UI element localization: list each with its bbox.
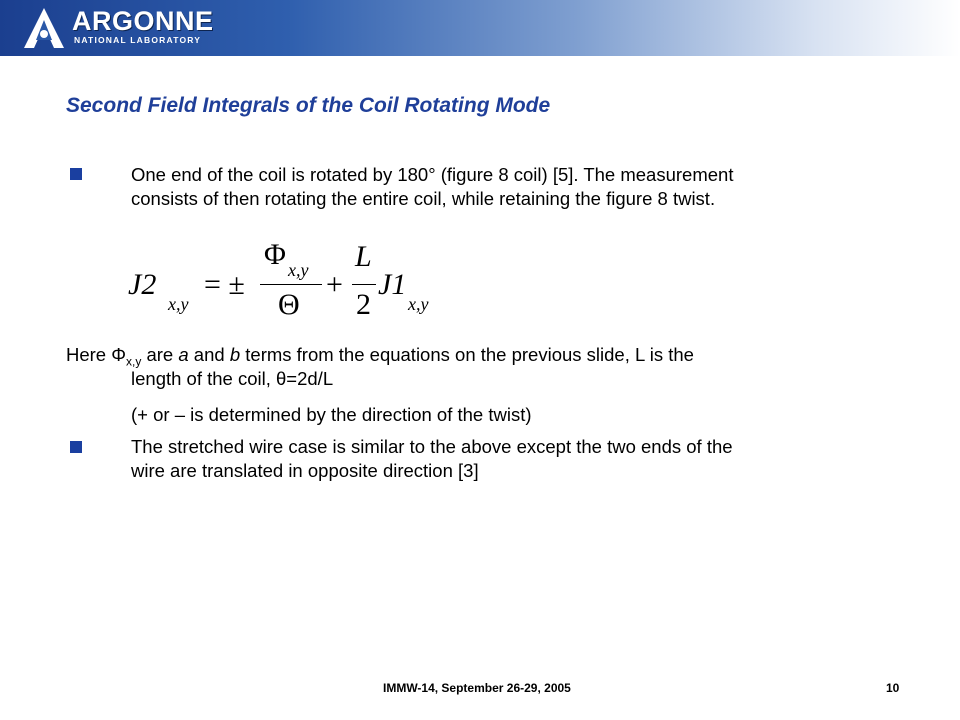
bullet1-text [131,163,921,211]
logo-subtitle: NATIONAL LABORATORY [74,35,202,45]
bullet2-line1: The stretched wire case is similar to the above except the two ends of the [131,436,733,457]
equation [128,238,448,328]
eq-num1: Φ [264,238,286,271]
eq-rhs: J1 [378,268,407,301]
eq-rhs-sub: x,y [408,294,429,314]
here-b: b [229,344,241,365]
eq-equals-pm: = ± [204,268,245,301]
logo-wordmark: ARGONNE [72,6,214,36]
eq-frac-line-1 [260,284,322,285]
eq-num2: L [355,240,372,273]
bullet1-line2: consists of then rotating the entire coil, while retaining the figure 8 twist. [131,188,716,209]
footer-conference: IMMW-14, September 26-29, 2005 [383,681,571,695]
bullet2-line2: wire are translated in opposite direction [3] [131,460,479,481]
eq-den1: Θ [278,288,300,321]
bullet2-text [131,435,921,483]
eq-num1-sub: x,y [288,260,309,280]
eq-plus: + [326,268,343,301]
here-phi-sub: x,y [126,354,142,369]
here-paragraph [66,343,926,391]
eq-lhs-sub: x,y [168,294,189,314]
footer-page-number: 10 [886,681,900,695]
here-line2: length of the coil, θ=2d/L [131,368,334,389]
here-a: a [178,344,189,365]
eq-frac-line-2 [352,284,376,285]
bullet-square-icon [70,441,82,453]
here-line1: Here $\Phi_{x,y}$ are a and b terms from the equations on the previous slide, L is the [66,344,694,369]
eq-den2: 2 [356,288,371,321]
slide-title: Second Field Integrals of the Coil Rotating Mode [66,94,551,117]
argonne-a-logo-icon [22,6,66,50]
bullet1-line1: One end of the coil is rotated by 180° (figure 8 coil) [5]. The measurement [131,164,734,185]
bullet-square-icon [70,168,82,180]
argonne-logo [22,6,212,50]
eq-lhs: J2 [128,268,157,301]
twist-note: (+ or – is determined by the direction of the twist) [131,404,532,425]
